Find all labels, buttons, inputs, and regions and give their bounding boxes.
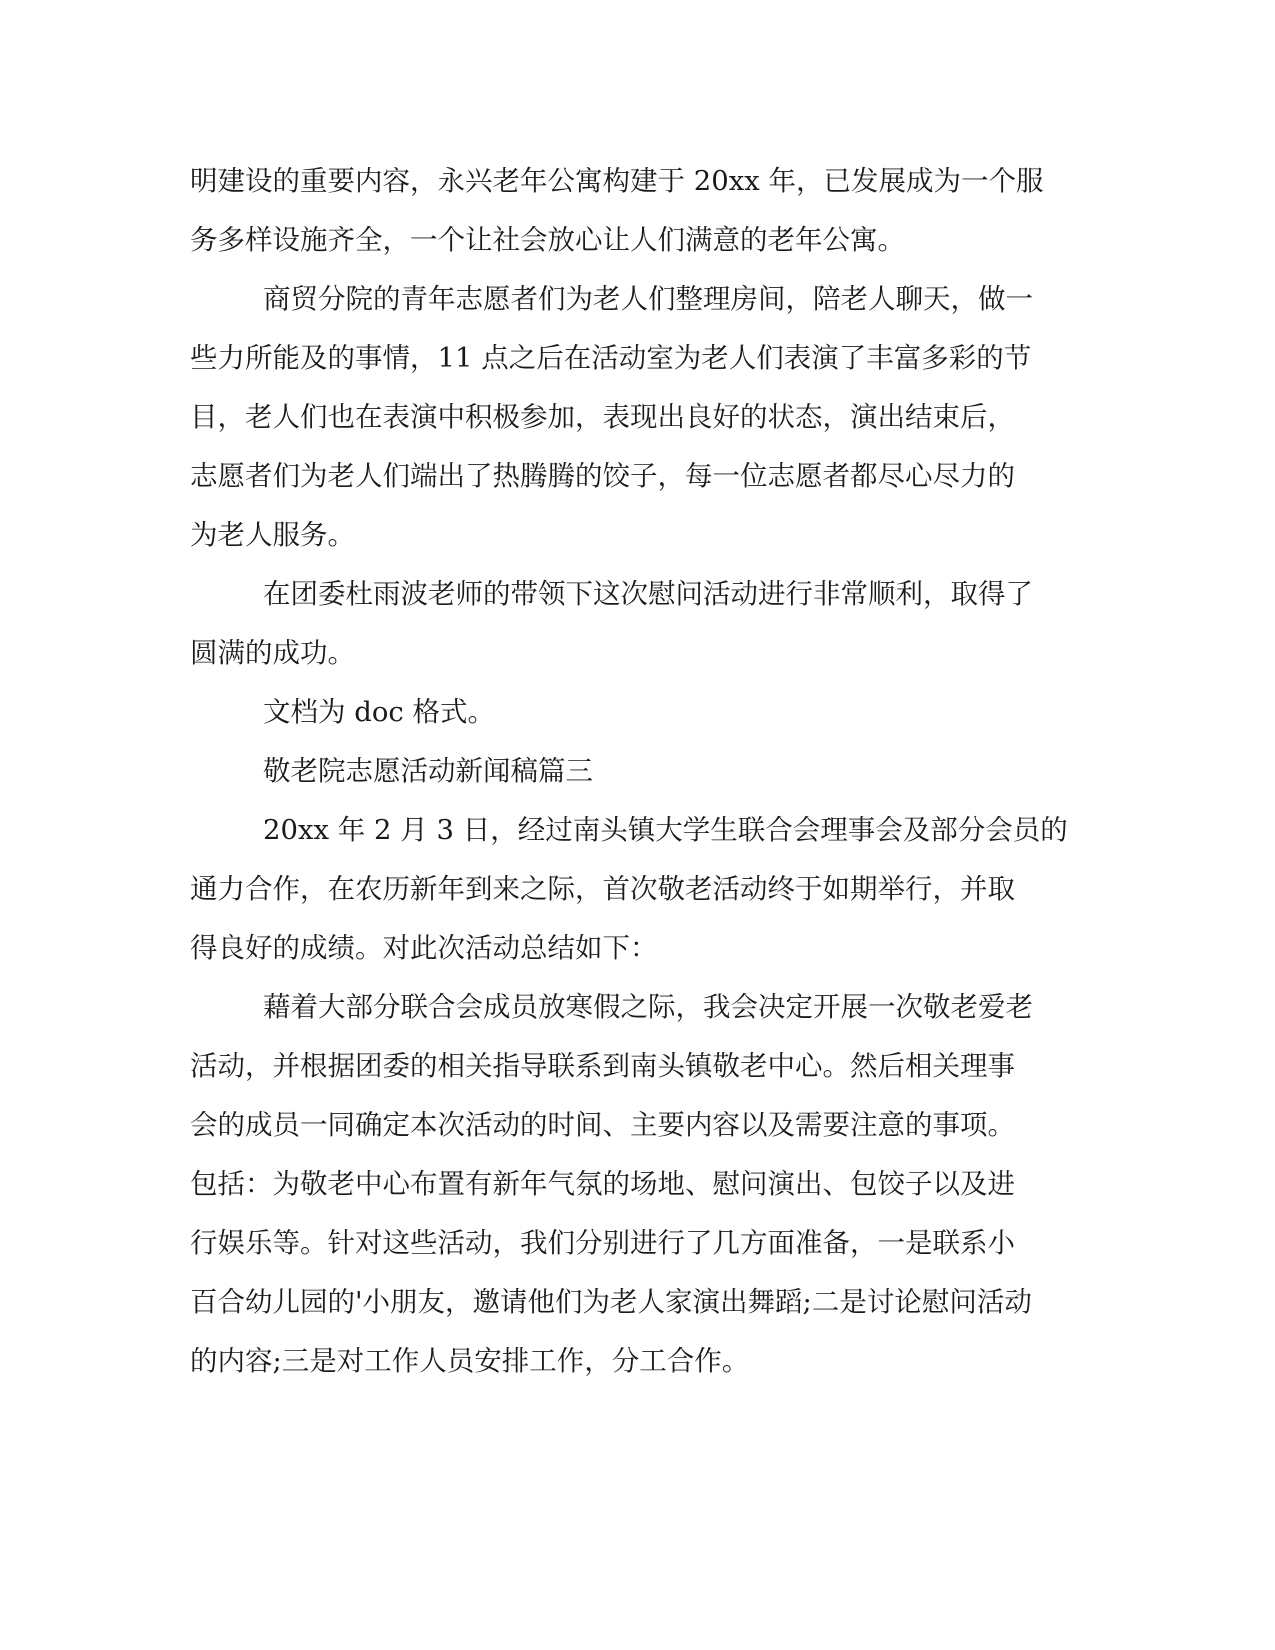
- text-line: 目，老人们也在表演中积极参加，表现出良好的状态，演出结束后，: [190, 401, 1015, 433]
- paragraph-first-line: 藉着大部分联合会成员放寒假之际，我会决定开展一次敬老爱老: [263, 991, 1033, 1023]
- paragraph-first-line: 商贸分院的青年志愿者们为老人们整理房间，陪老人聊天，做一: [263, 283, 1033, 315]
- paragraph-first-line: 在团委杜雨波老师的带领下这次慰问活动进行非常顺利，取得了: [263, 578, 1033, 610]
- text-line: 志愿者们为老人们端出了热腾腾的饺子，每一位志愿者都尽心尽力的: [190, 460, 1015, 492]
- text-line: 行娱乐等。针对这些活动，我们分别进行了几方面准备，一是联系小: [190, 1227, 1015, 1259]
- text-line: 圆满的成功。: [190, 637, 355, 669]
- text-line: 务多样设施齐全，一个让社会放心让人们满意的老年公寓。: [190, 224, 905, 256]
- section-heading: 敬老院志愿活动新闻稿篇三: [263, 755, 593, 787]
- text-line: 得良好的成绩。对此次活动总结如下：: [190, 932, 658, 964]
- text-line: 活动，并根据团委的相关指导联系到南头镇敬老中心。然后相关理事: [190, 1050, 1015, 1082]
- paragraph-first-line: 20xx 年 2 月 3 日，经过南头镇大学生联合会理事会及部分会员的: [263, 814, 1068, 846]
- format-note: 文档为 doc 格式。: [263, 696, 496, 728]
- text-line: 通力合作，在农历新年到来之际，首次敬老活动终于如期举行，并取: [190, 873, 1015, 905]
- text-line: 百合幼儿园的'小朋友，邀请他们为老人家演出舞蹈;二是讨论慰问活动: [190, 1286, 1032, 1318]
- text-line: 些力所能及的事情，11 点之后在活动室为老人们表演了丰富多彩的节: [190, 342, 1032, 374]
- text-line: 会的成员一同确定本次活动的时间、主要内容以及需要注意的事项。: [190, 1109, 1015, 1141]
- text-line: 包括：为敬老中心布置有新年气氛的场地、慰问演出、包饺子以及进: [190, 1168, 1015, 1200]
- text-line: 的内容;三是对工作人员安排工作，分工合作。: [190, 1345, 750, 1377]
- text-line: 明建设的重要内容，永兴老年公寓构建于 20xx 年，已发展成为一个服: [190, 165, 1044, 197]
- text-line: 为老人服务。: [190, 519, 355, 551]
